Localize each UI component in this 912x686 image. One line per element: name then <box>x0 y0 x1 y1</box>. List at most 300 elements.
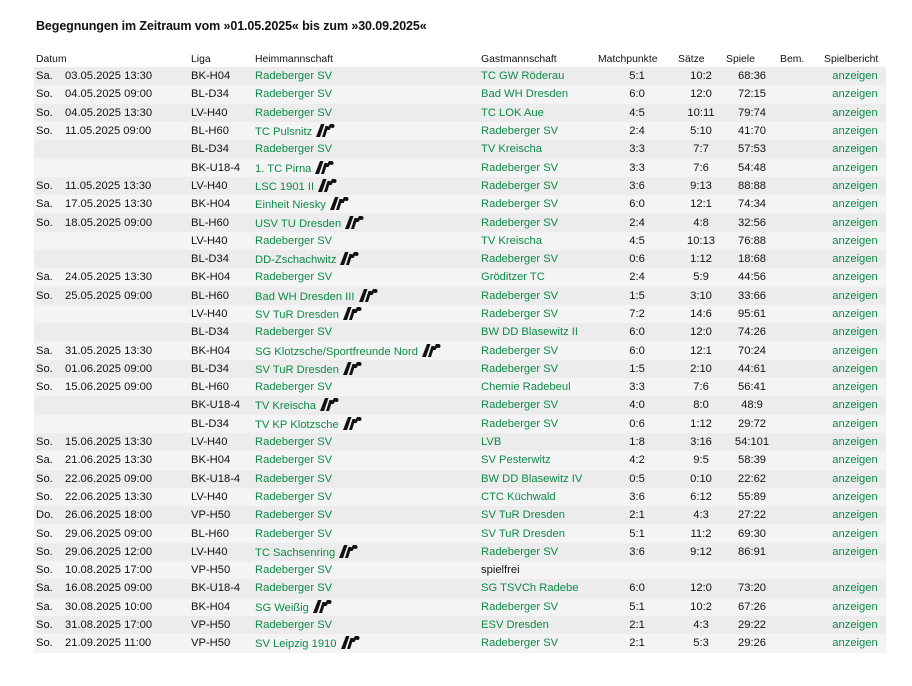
spielbericht-link[interactable]: anzeigen <box>832 161 878 174</box>
spiele-cell-text: 41:70 <box>738 125 767 138</box>
spielbericht-cell[interactable] <box>822 140 886 158</box>
saetze-cell <box>676 433 724 451</box>
guest-team-link[interactable]: Radeberger SV <box>481 600 559 613</box>
guest-team-link[interactable]: Chemie Radebeul <box>481 381 571 394</box>
guest-team-cell[interactable] <box>479 360 596 378</box>
matchpunkte-cell <box>596 67 676 85</box>
date-cell-text: 15.06.2025 09:00 <box>65 381 153 394</box>
spielbericht-link[interactable]: anzeigen <box>832 271 878 284</box>
home-team-link[interactable]: Radeberger SV <box>255 143 333 156</box>
date-cell-text: 17.05.2025 13:30 <box>65 198 153 211</box>
guest-team-cell[interactable] <box>479 470 596 488</box>
spielbericht-cell[interactable] <box>822 543 886 561</box>
matchpunkte-cell <box>596 232 676 250</box>
home-team-cell[interactable] <box>253 415 479 433</box>
home-team-link[interactable]: Radeberger SV <box>255 582 333 595</box>
saetze-cell <box>676 579 724 597</box>
guest-team-link[interactable]: Radeberger SV <box>481 308 559 320</box>
matchpunkte-cell-text: 2:1 <box>629 619 645 632</box>
bem-cell <box>778 360 822 378</box>
spielbericht-link[interactable]: anzeigen <box>832 417 878 430</box>
liga-cell <box>189 104 253 122</box>
moving-ball-icon <box>343 307 362 320</box>
spielbericht-link[interactable]: anzeigen <box>832 637 878 650</box>
date-cell <box>63 396 189 414</box>
spiele-cell <box>724 470 778 488</box>
home-team-cell[interactable] <box>253 524 479 542</box>
home-team-cell[interactable] <box>253 232 479 250</box>
spielbericht-link[interactable]: anzeigen <box>832 179 878 192</box>
moving-ball-icon <box>316 124 335 137</box>
home-team-link[interactable]: USV TU Dresden <box>255 217 342 230</box>
spielbericht-cell[interactable] <box>822 451 886 469</box>
day-cell-text: So. <box>36 106 53 119</box>
spielbericht-link[interactable]: anzeigen <box>832 582 878 595</box>
home-team-cell[interactable] <box>253 140 479 158</box>
spielbericht-cell[interactable] <box>822 250 886 268</box>
home-team-link[interactable]: Radeberger SV <box>255 472 333 485</box>
spielbericht-cell[interactable] <box>822 378 886 396</box>
home-team-cell[interactable] <box>253 378 479 396</box>
guest-team-cell[interactable] <box>479 323 596 341</box>
spielbericht-cell[interactable] <box>822 122 886 140</box>
guest-team-link[interactable]: Radeberger SV <box>481 399 559 412</box>
home-team-cell[interactable] <box>253 360 479 378</box>
home-team-cell[interactable] <box>253 634 479 652</box>
home-team-cell[interactable] <box>253 488 479 506</box>
spielbericht-link[interactable]: anzeigen <box>832 454 878 467</box>
spielbericht-link[interactable]: anzeigen <box>832 619 878 632</box>
guest-team-link[interactable]: TC GW Röderau <box>481 70 565 83</box>
home-team-link[interactable]: Radeberger SV <box>255 88 333 101</box>
guest-team-link[interactable]: Radeberger SV <box>481 216 559 229</box>
home-team-link[interactable]: Radeberger SV <box>255 564 333 577</box>
home-team-cell[interactable] <box>253 543 479 561</box>
guest-team-cell[interactable] <box>479 543 596 561</box>
bem-cell <box>778 543 822 561</box>
home-team-cell[interactable] <box>253 213 479 231</box>
guest-team-cell[interactable] <box>479 634 596 652</box>
home-team-cell[interactable] <box>253 341 479 359</box>
spielbericht-link[interactable]: anzeigen <box>832 216 878 229</box>
table-row <box>34 396 886 414</box>
spielbericht-link[interactable]: anzeigen <box>832 234 878 247</box>
home-team-link[interactable]: TV KP Klotzsche <box>255 418 339 431</box>
guest-team-cell[interactable] <box>479 341 596 359</box>
matchpunkte-cell <box>596 378 676 396</box>
guest-team-link[interactable]: Radeberger SV <box>481 198 559 211</box>
home-team-link[interactable]: Radeberger SV <box>255 527 333 540</box>
spielbericht-cell[interactable] <box>822 104 886 122</box>
guest-team-link[interactable]: BW DD Blasewitz II <box>481 326 578 339</box>
bem-cell <box>778 177 822 195</box>
day-cell <box>34 104 63 122</box>
date-cell-text: 04.05.2025 13:30 <box>65 106 153 119</box>
liga-cell <box>189 268 253 286</box>
day-cell-text: Sa. <box>36 271 53 284</box>
guest-team-cell[interactable] <box>479 506 596 524</box>
guest-team-cell[interactable] <box>479 195 596 213</box>
guest-team-link[interactable]: Radeberger SV <box>481 344 559 357</box>
home-team-link[interactable]: SG Weißig <box>255 601 309 614</box>
guest-team-cell[interactable] <box>479 305 596 323</box>
guest-team-cell-text: spielfrei <box>481 564 520 577</box>
guest-team-cell[interactable] <box>479 616 596 634</box>
table-row <box>34 433 886 451</box>
spiele-cell <box>724 433 778 451</box>
liga-cell <box>189 195 253 213</box>
day-cell-text: Sa. <box>36 70 53 83</box>
guest-team-link[interactable]: SV TuR Dresden <box>481 527 565 540</box>
spiele-cell-text: 69:30 <box>738 527 767 540</box>
spiele-cell <box>724 268 778 286</box>
home-team-link[interactable]: Radeberger SV <box>255 106 333 119</box>
spielbericht-cell[interactable] <box>822 305 886 323</box>
date-cell-text: 01.06.2025 09:00 <box>65 362 153 375</box>
home-team-link[interactable]: SG Klotzsche/Sportfreunde Nord <box>255 345 418 358</box>
spiele-cell <box>724 579 778 597</box>
guest-team-link[interactable]: SV TuR Dresden <box>481 509 565 522</box>
guest-team-link[interactable]: Radeberger SV <box>481 417 559 430</box>
matchpunkte-cell-text: 5:1 <box>629 527 645 540</box>
spielbericht-link[interactable]: anzeigen <box>832 125 878 138</box>
spielbericht-cell[interactable] <box>822 396 886 414</box>
guest-team-cell[interactable] <box>479 396 596 414</box>
home-team-cell[interactable] <box>253 561 479 579</box>
guest-team-cell <box>479 561 596 579</box>
home-team-cell[interactable] <box>253 470 479 488</box>
date-cell-text: 29.06.2025 12:00 <box>65 545 153 558</box>
home-team-cell[interactable] <box>253 506 479 524</box>
spielbericht-cell[interactable] <box>822 323 886 341</box>
home-team-link[interactable]: SV TuR Dresden <box>255 309 339 321</box>
guest-team-cell[interactable] <box>479 158 596 176</box>
liga-cell-text: BL-D34 <box>191 88 229 101</box>
guest-team-cell[interactable] <box>479 524 596 542</box>
col-header-gast: Gastmannschaft <box>481 53 557 65</box>
spielbericht-cell[interactable] <box>822 287 886 305</box>
home-team-cell[interactable] <box>253 287 479 305</box>
day-cell-text: So. <box>36 472 53 485</box>
home-team-cell[interactable] <box>253 579 479 597</box>
home-team-link[interactable]: TC Pulsnitz <box>255 126 313 139</box>
spiele-cell <box>724 488 778 506</box>
saetze-cell <box>676 415 724 433</box>
spielbericht-cell[interactable] <box>822 177 886 195</box>
saetze-cell <box>676 140 724 158</box>
day-cell <box>34 378 63 396</box>
guest-team-link[interactable]: Radeberger SV <box>481 125 559 138</box>
day-cell <box>34 415 63 433</box>
spielbericht-cell[interactable] <box>822 579 886 597</box>
home-team-cell[interactable] <box>253 122 479 140</box>
day-cell <box>34 323 63 341</box>
guest-team-link[interactable]: TV Kreischa <box>481 143 542 156</box>
day-cell-text: So. <box>36 436 53 449</box>
home-team-cell[interactable] <box>253 67 479 85</box>
day-cell <box>34 616 63 634</box>
col-header-bem: Bem. <box>780 53 805 65</box>
spielbericht-cell <box>822 561 886 579</box>
matchpunkte-cell <box>596 85 676 103</box>
spielbericht-cell[interactable] <box>822 488 886 506</box>
spielbericht-link[interactable]: anzeigen <box>832 381 878 394</box>
home-team-cell[interactable] <box>253 158 479 176</box>
spielbericht-cell[interactable] <box>822 634 886 652</box>
spielbericht-cell[interactable] <box>822 524 886 542</box>
home-team-cell[interactable] <box>253 250 479 268</box>
spielbericht-link[interactable]: anzeigen <box>832 362 878 375</box>
guest-team-link[interactable]: Radeberger SV <box>481 161 559 174</box>
spielbericht-cell[interactable] <box>822 616 886 634</box>
table-row <box>34 323 886 341</box>
home-team-cell[interactable] <box>253 598 479 616</box>
bem-cell <box>778 506 822 524</box>
home-team-link[interactable]: TV Kreischa <box>255 400 316 413</box>
guest-team-cell[interactable] <box>479 213 596 231</box>
home-team-link[interactable]: SV TuR Dresden <box>255 363 339 376</box>
saetze-cell <box>676 287 724 305</box>
spielbericht-link[interactable]: anzeigen <box>832 509 878 522</box>
matchpunkte-cell <box>596 524 676 542</box>
home-team-cell[interactable] <box>253 268 479 286</box>
home-team-link[interactable]: Radeberger SV <box>255 454 333 467</box>
saetze-cell-text: 4:8 <box>693 216 709 229</box>
saetze-cell <box>676 616 724 634</box>
spielbericht-link[interactable]: anzeigen <box>832 600 878 613</box>
bem-cell <box>778 268 822 286</box>
saetze-cell-text: 7:6 <box>693 381 709 394</box>
guest-team-cell[interactable] <box>479 287 596 305</box>
guest-team-cell[interactable] <box>479 451 596 469</box>
spielbericht-cell[interactable] <box>822 232 886 250</box>
spielbericht-cell[interactable] <box>822 67 886 85</box>
liga-cell <box>189 360 253 378</box>
saetze-cell <box>676 250 724 268</box>
date-cell-text: 03.05.2025 13:30 <box>65 70 153 83</box>
date-cell <box>63 177 189 195</box>
liga-cell-text: BL-H60 <box>191 289 229 302</box>
bem-cell <box>778 634 822 652</box>
spielbericht-link[interactable]: anzeigen <box>832 472 878 485</box>
day-cell <box>34 122 63 140</box>
date-cell <box>63 67 189 85</box>
home-team-link[interactable]: TC Sachsenring <box>255 546 336 559</box>
guest-team-cell[interactable] <box>479 415 596 433</box>
matchpunkte-cell <box>596 543 676 561</box>
date-cell-text: 04.05.2025 09:00 <box>65 88 153 101</box>
matchpunkte-cell <box>596 323 676 341</box>
guest-team-link[interactable]: Radeberger SV <box>481 179 559 192</box>
col-header-liga: Liga <box>191 53 211 65</box>
guest-team-cell[interactable] <box>479 598 596 616</box>
spielbericht-cell[interactable] <box>822 213 886 231</box>
saetze-cell-text: 10:13 <box>687 234 716 247</box>
date-cell <box>63 451 189 469</box>
guest-team-link[interactable]: Radeberger SV <box>481 637 559 650</box>
guest-team-cell[interactable] <box>479 579 596 597</box>
spielbericht-link[interactable]: anzeigen <box>832 326 878 339</box>
guest-team-link[interactable]: Radeberger SV <box>481 289 559 302</box>
liga-cell-text: BL-D34 <box>191 143 229 156</box>
saetze-cell <box>676 488 724 506</box>
guest-team-cell[interactable] <box>479 104 596 122</box>
spielbericht-cell[interactable] <box>822 506 886 524</box>
spielbericht-cell[interactable] <box>822 433 886 451</box>
spiele-cell-text: 29:26 <box>738 637 767 650</box>
spielbericht-link[interactable]: anzeigen <box>832 308 878 320</box>
guest-team-link[interactable]: BW DD Blasewitz IV <box>481 472 583 485</box>
spielbericht-link[interactable]: anzeigen <box>832 198 878 211</box>
table-header-row <box>34 51 886 67</box>
date-cell-text: 21.09.2025 11:00 <box>65 637 152 650</box>
spielbericht-cell[interactable] <box>822 598 886 616</box>
home-team-link[interactable]: LSC 1901 II <box>255 180 315 193</box>
table-row <box>34 506 886 524</box>
home-team-cell[interactable] <box>253 177 479 195</box>
guest-team-cell[interactable] <box>479 250 596 268</box>
spielbericht-link[interactable]: anzeigen <box>832 88 878 101</box>
spiele-cell-text: 76:88 <box>738 234 767 247</box>
saetze-cell <box>676 195 724 213</box>
spiele-cell <box>724 378 778 396</box>
guest-team-cell[interactable] <box>479 177 596 195</box>
spielbericht-link[interactable]: anzeigen <box>832 289 878 302</box>
guest-team-link[interactable]: ESV Dresden <box>481 619 549 632</box>
day-cell <box>34 158 63 176</box>
spielbericht-link[interactable]: anzeigen <box>832 436 878 449</box>
home-team-cell[interactable] <box>253 305 479 323</box>
liga-cell <box>189 140 253 158</box>
home-team-link[interactable]: 1. TC Pirna <box>255 162 312 175</box>
home-team-link[interactable]: Bad WH Dresden III <box>255 290 355 303</box>
home-team-link[interactable]: Radeberger SV <box>255 70 333 83</box>
spiele-cell-text: 67:26 <box>738 600 767 613</box>
table-row <box>34 378 886 396</box>
home-team-link[interactable]: SV Leipzig 1910 <box>255 638 337 651</box>
home-team-cell[interactable] <box>253 85 479 103</box>
date-cell-text: 21.06.2025 13:30 <box>65 454 153 467</box>
day-cell <box>34 598 63 616</box>
home-team-link[interactable]: Radeberger SV <box>255 490 333 503</box>
spiele-cell <box>724 341 778 359</box>
liga-cell-text: LV-H40 <box>191 308 228 320</box>
guest-team-link[interactable]: SG TSVCh Radebe <box>481 582 579 595</box>
saetze-cell <box>676 360 724 378</box>
date-cell-text: 31.08.2025 17:00 <box>65 619 153 632</box>
guest-team-cell[interactable] <box>479 433 596 451</box>
guest-team-link[interactable]: Bad WH Dresden <box>481 88 569 101</box>
home-team-cell[interactable] <box>253 616 479 634</box>
spielbericht-cell[interactable] <box>822 470 886 488</box>
guest-team-link[interactable]: TC LOK Aue <box>481 106 544 119</box>
home-team-link[interactable]: Radeberger SV <box>255 619 333 632</box>
guest-team-cell[interactable] <box>479 67 596 85</box>
liga-cell <box>189 67 253 85</box>
guest-team-link[interactable]: SV Pesterwitz <box>481 454 551 467</box>
spielbericht-link[interactable]: anzeigen <box>832 143 878 156</box>
spielbericht-link[interactable]: anzeigen <box>832 490 878 503</box>
home-team-cell[interactable] <box>253 451 479 469</box>
spielbericht-cell[interactable] <box>822 158 886 176</box>
guest-team-link[interactable]: Radeberger SV <box>481 545 559 558</box>
home-team-link[interactable]: Radeberger SV <box>255 271 333 284</box>
guest-team-cell[interactable] <box>479 85 596 103</box>
spielbericht-cell[interactable] <box>822 341 886 359</box>
guest-team-link[interactable]: Radeberger SV <box>481 253 559 266</box>
guest-team-cell[interactable] <box>479 268 596 286</box>
guest-team-cell[interactable] <box>479 232 596 250</box>
table-row <box>34 579 886 597</box>
home-team-cell[interactable] <box>253 104 479 122</box>
home-team-cell[interactable] <box>253 433 479 451</box>
spielbericht-link[interactable]: anzeigen <box>832 344 878 357</box>
matchpunkte-cell-text: 3:6 <box>629 179 645 192</box>
home-team-cell[interactable] <box>253 323 479 341</box>
saetze-cell <box>676 158 724 176</box>
guest-team-link[interactable]: TV Kreischa <box>481 234 542 247</box>
spielbericht-cell[interactable] <box>822 268 886 286</box>
spielbericht-link[interactable]: anzeigen <box>832 106 878 119</box>
guest-team-cell[interactable] <box>479 488 596 506</box>
home-team-link[interactable]: Einheit Niesky <box>255 199 326 212</box>
day-cell-text: So. <box>36 179 53 192</box>
guest-team-link[interactable]: CTC Küchwald <box>481 490 556 503</box>
guest-team-link[interactable]: LVB <box>481 436 502 449</box>
saetze-cell <box>676 177 724 195</box>
home-team-link[interactable]: Radeberger SV <box>255 381 333 394</box>
spielbericht-link[interactable]: anzeigen <box>832 70 878 83</box>
spielbericht-cell[interactable] <box>822 360 886 378</box>
home-team-cell[interactable] <box>253 195 479 213</box>
saetze-cell <box>676 451 724 469</box>
spiele-cell-text: 22:62 <box>738 472 767 485</box>
guest-team-link[interactable]: Gröditzer TC <box>481 271 545 284</box>
home-team-link[interactable]: Radeberger SV <box>255 436 333 449</box>
spielbericht-link[interactable]: anzeigen <box>832 399 878 412</box>
spielbericht-link[interactable]: anzeigen <box>832 545 878 558</box>
table-row <box>34 177 886 195</box>
liga-cell <box>189 579 253 597</box>
table-row <box>34 195 886 213</box>
liga-cell <box>189 232 253 250</box>
guest-team-cell[interactable] <box>479 122 596 140</box>
spiele-cell-text: 68:36 <box>738 70 767 83</box>
spielbericht-link[interactable]: anzeigen <box>832 253 878 266</box>
liga-cell-text: BK-U18-4 <box>191 161 241 174</box>
guest-team-cell[interactable] <box>479 378 596 396</box>
matchpunkte-cell-text: 0:6 <box>629 253 645 266</box>
day-cell-text: So. <box>36 125 53 138</box>
home-team-link[interactable]: DD-Zschachwitz <box>255 254 337 267</box>
home-team-link[interactable]: Radeberger SV <box>255 326 333 339</box>
home-team-link[interactable]: Radeberger SV <box>255 509 333 522</box>
spielbericht-cell[interactable] <box>822 85 886 103</box>
home-team-link[interactable]: Radeberger SV <box>255 234 333 247</box>
moving-ball-icon <box>422 344 441 357</box>
spielbericht-cell[interactable] <box>822 195 886 213</box>
home-team-cell[interactable] <box>253 396 479 414</box>
spielbericht-link[interactable]: anzeigen <box>832 527 878 540</box>
table-row <box>34 488 886 506</box>
spielbericht-cell[interactable] <box>822 415 886 433</box>
guest-team-cell[interactable] <box>479 140 596 158</box>
matchpunkte-cell-text: 2:1 <box>629 509 645 522</box>
guest-team-link[interactable]: Radeberger SV <box>481 362 559 375</box>
liga-cell <box>189 433 253 451</box>
liga-cell-text: BK-H04 <box>191 271 231 284</box>
spiele-cell-text: 88:88 <box>738 179 767 192</box>
